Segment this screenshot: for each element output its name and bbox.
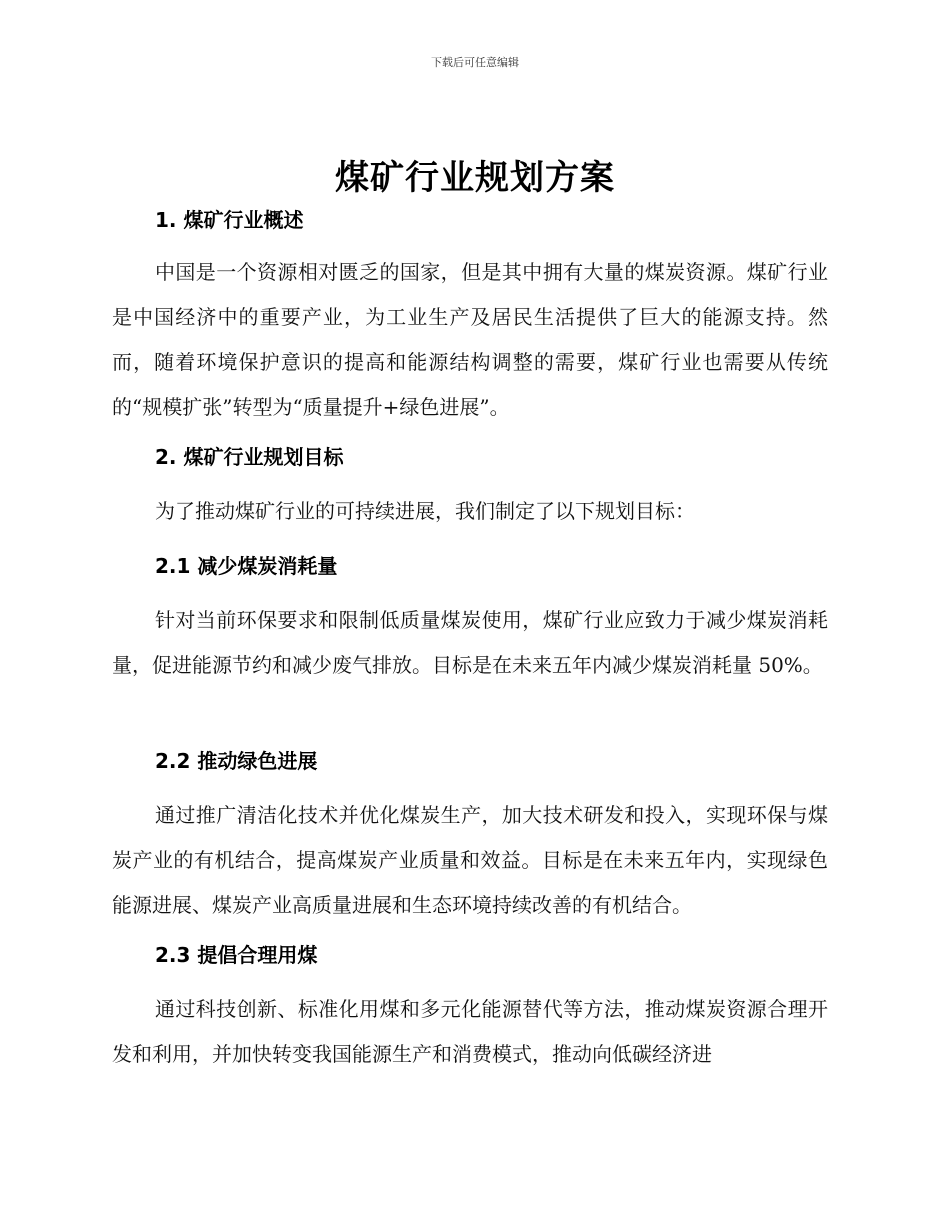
section-heading-green-development: 2.2 推动绿色进展 [155,749,318,773]
page-header-note: 下载后可任意编辑 [431,56,519,69]
section-heading-overview: 1. 煤矿行业概述 [155,208,304,232]
section-paragraph-rational-coal-use: 通过科技创新、标准化用煤和多元化能源替代等方法，推动煤炭资源合理开发和利用，并加快转变我国能源生产和消费模式，推动向低碳经济进 [112,997,828,1066]
document-title: 煤矿行业规划方案 [335,158,615,198]
section-heading-rational-coal-use: 2.3 提倡合理用煤 [155,943,318,967]
section-heading-goals: 2. 煤矿行业规划目标 [155,445,344,469]
section-paragraph-reduce-consumption: 针对当前环保要求和限制低质量煤炭使用，煤矿行业应致力于减少煤炭消耗量，促进能源节约和减少废气排放。目标是在未来五年内减少煤炭消耗量 50%。 [112,608,828,677]
section-paragraph-goals: 为了推动煤矿行业的可持续进展，我们制定了以下规划目标： [155,499,695,523]
section-paragraph-overview: 中国是一个资源相对匮乏的国家，但是其中拥有大量的煤炭资源。煤矿行业是中国经济中的重要产业，为工业生产及居民生活提供了巨大的能源支持。然而，随着环境保护意识的提高和能源结构调整的需要，煤矿行业也需要从传统的“规模扩张”转型为“质量提升+绿色进展”。 [112,260,828,419]
section-paragraph-green-development: 通过推广清洁化技术并优化煤炭生产，加大技术研发和投入，实现环保与煤炭产业的有机结合，提高煤炭产业质量和效益。目标是在未来五年内，实现绿色能源进展、煤炭产业高质量进展和生态环境持续改善的有机结合。 [112,803,828,917]
section-heading-reduce-consumption: 2.1 减少煤炭消耗量 [155,554,338,578]
